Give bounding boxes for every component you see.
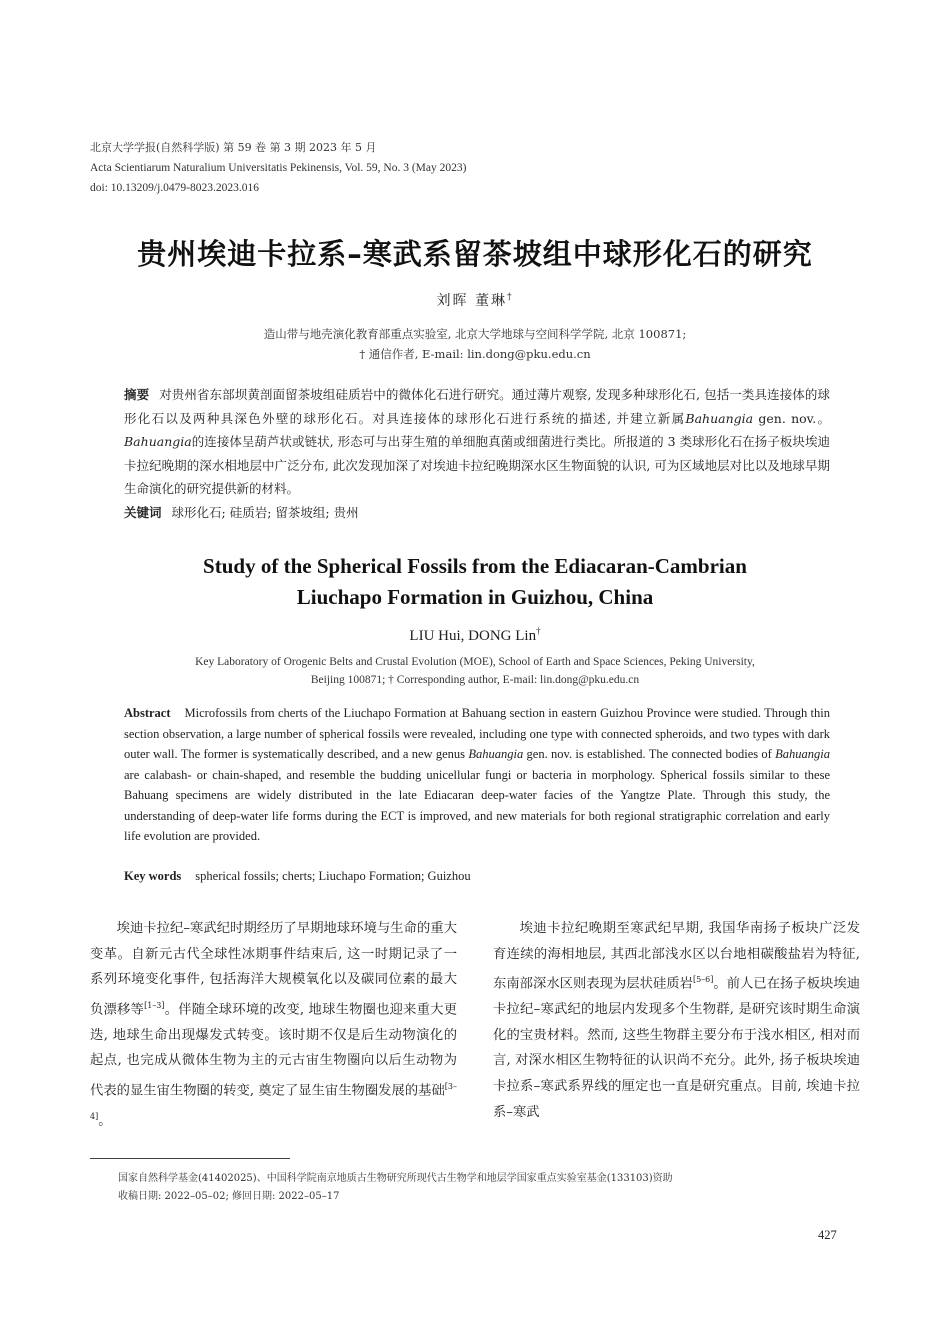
body-right-column: 埃迪卡拉纪晚期至寒武纪早期, 我国华南扬子板块广泛发育连续的海相地层, 其西北部浅水区以台地相碳酸盐岩为特征, 东南部深水区则表现为层状硅质岩[5–6]。前人已在扬子板块埃迪卡拉纪–寒武纪的地层内发现多个生物群, 是研究该时期生命演化的宝贵材料。然而, 这些生物群主要分布于浅水相区, 相对而言, 对深水相区生物特征的认识尚不充分。此外, 扬子板块埃迪卡拉系–寒武系界线的厘定也一直是研究重点。目前, 埃迪卡拉系–寒武 [493,921,861,1120]
journal-header-cn: 北京大学学报(自然科学版) 第 59 卷 第 3 期 2023 年 5 月 [90,141,377,154]
authors-cn: 刘晖 董琳† [436,292,514,309]
paper-title-en: Study of the Spherical Fossils from the Ediacaran-Cambrian Liuchapo Formation in Guizhou, China [203,554,747,609]
footnote-divider [90,1158,290,1159]
citation[interactable]: [3–4] [90,1081,457,1121]
paper-title-cn: 贵州埃迪卡拉系–寒武系留茶坡组中球形化石的研究 [137,237,813,271]
citation[interactable]: [1–3] [144,1000,165,1010]
body-left-column: 埃迪卡拉纪–寒武纪时期经历了早期地球环境与生命的重大变革。自新元古代全球性冰期事件结束后, 这一时期记录了一系列环境变化事件, 包括海洋大规模氧化以及碳同位素的最大负漂移等[1–3]。伴随全球环境的改变, 地球生物圈也迎来重大更迭, 地球生命出现爆发式转变。该时期不仅是后生动物演化的起点, 也完成从微体生物为主的元古宙生物圈向以后生动物为代表的显生宙生物圈的转变, 奠定了显生宙生物圈发展的基础[3–4]。 [90,921,458,1129]
affiliation-cn: 造山带与地壳演化教育部重点实验室, 北京大学地球与空间科学学院, 北京 100871; [263,327,687,341]
affiliation-en: Key Laboratory of Orogenic Belts and Crustal Evolution (MOE), School of Earth and Space Sciences, Peking University, Beijing 100871; † Corresponding author, E-mail: lin.dong@pku.edu.cn [195,656,755,686]
citation[interactable]: [5–6] [692,975,714,985]
journal-header-en: Acta Scientiarum Naturalium Universitatis Pekinensis, Vol. 59, No. 3 (May 2023) [90,162,467,174]
keywords-cn: 关键词 球形化石; 硅质岩; 留茶坡组; 贵州 [124,504,359,520]
abstract-cn: 摘要 对贵州省东部坝黄剖面留茶坡组硅质岩中的微体化石进行研究。通过薄片观察, 发现多种球形化石, 包括一类具连接体的球形化石以及两种具深色外壁的球形化石。对具连接体的球形化石进行系统的描述, 并建立新属Bahuangia gen. nov.。Bahuangia的连接体呈葫芦状或链状, 形态可与出芽生殖的单细胞真菌或细菌进行类比。所报道的 3 类球形化石在扬子板块埃迪卡拉纪晚期的深水相地层中广泛分布, 此次发现加深了对埃迪卡拉纪晚期深水区生物面貌的认识, 可为区域地层对比以及地球早期生命演化的研究提供新的材料。 关键词 球形化石; 硅质岩; 留茶坡组; 贵州 [124,383,830,524]
doi[interactable]: doi: 10.13209/j.0479-8023.2023.016 [90,182,259,194]
correspondence-cn: † 通信作者, E-mail: lin.dong@pku.edu.cn [359,347,591,361]
funding-note: 国家自然科学基金(41402025)、中国科学院南京地质古生物研究所现代古生物学和地层学国家重点实验室基金(133103)资助 [118,1173,673,1184]
abstract-label-en: Abstract [124,706,171,720]
received-dates: 收稿日期: 2022–05–02; 修回日期: 2022–05–17 [118,1191,340,1202]
abstract-en: Abstract Microfossils from cherts of the Liuchapo Formation at Bahuang section in eastern Guizhou Province were studied. Through thin section observation, a large number of spherical fossils were revealed, including one type with connected spheroids, and two types with dark outer wall. The former is systematically described, and a new genus Bahuangia gen. nov. is established. The connected bodies of Bahuangia are calabash- or chain-shaped, and resemble the budding unicellular fungi or bacteria in morphology. Spherical fossils similar to these Bahuang specimens are widely distributed in the late Ediacaran deep-water facies of the Yangtze Plate. Through this study, the understanding of deep-water life forms during the ECT is improved, and new materials for both regional stratigraphic correlation and early life evolution are provided. [124,706,830,843]
authors-en: LIU Hui, DONG Lin† [409,626,541,644]
abstract-label-cn: 摘要 [124,387,150,402]
keywords-en: Key words spherical fossils; cherts; Liuchapo Formation; Guizhou [124,869,471,883]
page-number: 427 [818,1228,837,1242]
